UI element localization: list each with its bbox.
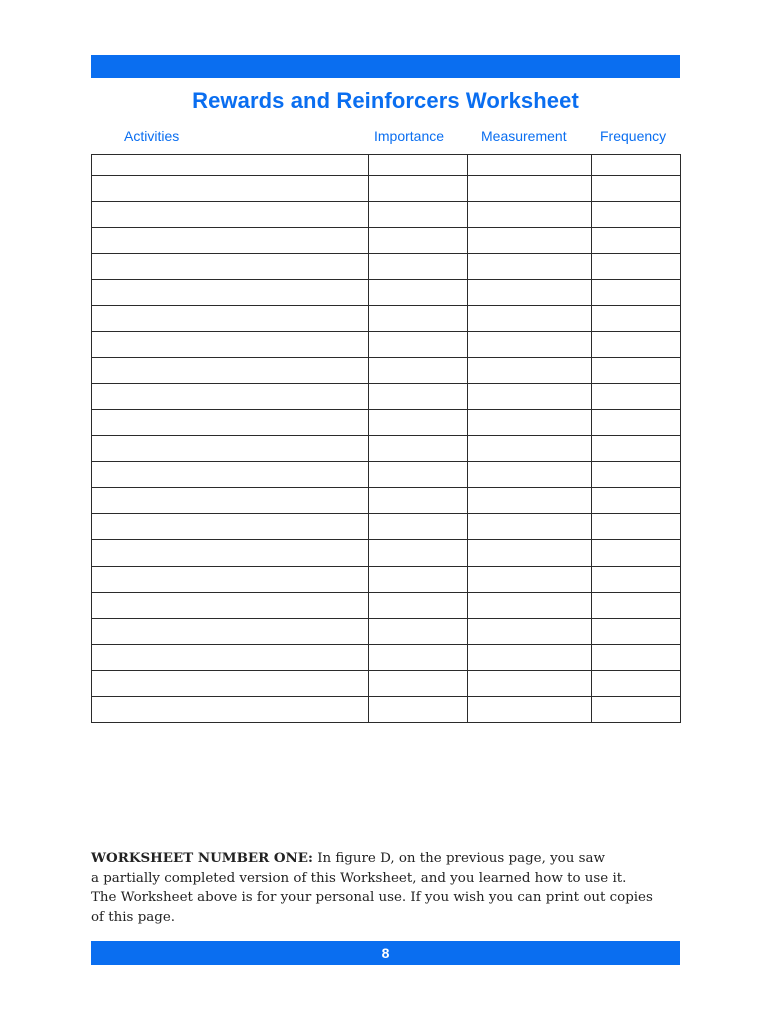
importance-cell[interactable]	[369, 202, 468, 228]
activity-cell[interactable]	[92, 228, 369, 254]
importance-cell[interactable]	[369, 644, 468, 670]
column-header-activities: Activities	[124, 128, 180, 144]
importance-cell[interactable]	[369, 462, 468, 488]
measurement-cell[interactable]	[468, 202, 592, 228]
footer-banner	[91, 941, 680, 965]
activity-cell[interactable]	[92, 514, 369, 540]
frequency-cell[interactable]	[592, 384, 681, 410]
table-row	[92, 488, 681, 514]
measurement-cell[interactable]	[468, 644, 592, 670]
note-lead: WORKSHEET NUMBER ONE:	[91, 850, 313, 866]
frequency-cell[interactable]	[592, 644, 681, 670]
importance-cell[interactable]	[369, 228, 468, 254]
activity-cell[interactable]	[92, 462, 369, 488]
table-row	[92, 202, 681, 228]
frequency-cell[interactable]	[592, 696, 681, 722]
frequency-cell[interactable]	[592, 462, 681, 488]
frequency-cell[interactable]	[592, 228, 681, 254]
measurement-cell[interactable]	[468, 358, 592, 384]
measurement-cell[interactable]	[468, 155, 592, 176]
table-row	[92, 670, 681, 696]
importance-cell[interactable]	[369, 155, 468, 176]
frequency-cell[interactable]	[592, 202, 681, 228]
activity-cell[interactable]	[92, 670, 369, 696]
table-row	[92, 566, 681, 592]
importance-cell[interactable]	[369, 592, 468, 618]
activity-cell[interactable]	[92, 436, 369, 462]
importance-cell[interactable]	[369, 384, 468, 410]
measurement-cell[interactable]	[468, 566, 592, 592]
table-row	[92, 462, 681, 488]
measurement-cell[interactable]	[468, 306, 592, 332]
measurement-cell[interactable]	[468, 618, 592, 644]
frequency-cell[interactable]	[592, 280, 681, 306]
table-row	[92, 436, 681, 462]
importance-cell[interactable]	[369, 254, 468, 280]
importance-cell[interactable]	[369, 436, 468, 462]
note-line-1: In figure D, on the previous page, you saw	[312, 851, 605, 866]
frequency-cell[interactable]	[592, 670, 681, 696]
column-header-frequency: Frequency	[600, 128, 667, 144]
measurement-cell[interactable]	[468, 410, 592, 436]
activity-cell[interactable]	[92, 306, 369, 332]
activity-cell[interactable]	[92, 176, 369, 202]
table-row	[92, 696, 681, 722]
measurement-cell[interactable]	[468, 670, 592, 696]
importance-cell[interactable]	[369, 410, 468, 436]
measurement-cell[interactable]	[468, 592, 592, 618]
importance-cell[interactable]	[369, 514, 468, 540]
table-row	[92, 384, 681, 410]
frequency-cell[interactable]	[592, 436, 681, 462]
measurement-cell[interactable]	[468, 514, 592, 540]
note-line-4: of this page.	[91, 909, 175, 925]
activity-cell[interactable]	[92, 358, 369, 384]
frequency-cell[interactable]	[592, 306, 681, 332]
worksheet-note	[91, 849, 691, 927]
activity-cell[interactable]	[92, 540, 369, 566]
frequency-cell[interactable]	[592, 592, 681, 618]
table-row	[92, 592, 681, 618]
table-row	[92, 332, 681, 358]
measurement-cell[interactable]	[468, 280, 592, 306]
frequency-cell[interactable]	[592, 488, 681, 514]
activity-cell[interactable]	[92, 566, 369, 592]
frequency-cell[interactable]	[592, 514, 681, 540]
measurement-cell[interactable]	[468, 332, 592, 358]
importance-cell[interactable]	[369, 332, 468, 358]
activity-cell[interactable]	[92, 696, 369, 722]
measurement-cell[interactable]	[468, 176, 592, 202]
activity-cell[interactable]	[92, 644, 369, 670]
activity-cell[interactable]	[92, 488, 369, 514]
importance-cell[interactable]	[369, 306, 468, 332]
table-row	[92, 514, 681, 540]
table-row	[92, 228, 681, 254]
table-row	[92, 254, 681, 280]
page-number: 8	[381, 945, 390, 961]
table-row	[92, 306, 681, 332]
activity-cell[interactable]	[92, 410, 369, 436]
table-row	[92, 176, 681, 202]
frequency-cell[interactable]	[592, 332, 681, 358]
table-row	[92, 155, 681, 176]
measurement-cell[interactable]	[468, 696, 592, 722]
frequency-cell[interactable]	[592, 618, 681, 644]
frequency-cell[interactable]	[592, 176, 681, 202]
activity-cell[interactable]	[92, 155, 369, 176]
importance-cell[interactable]	[369, 540, 468, 566]
activity-cell[interactable]	[92, 202, 369, 228]
frequency-cell[interactable]	[592, 540, 681, 566]
activity-cell[interactable]	[92, 384, 369, 410]
top-banner	[91, 55, 680, 78]
importance-cell[interactable]	[369, 280, 468, 306]
table-row	[92, 644, 681, 670]
frequency-cell[interactable]	[592, 155, 681, 176]
activity-cell[interactable]	[92, 280, 369, 306]
table-row	[92, 358, 681, 384]
table-row	[92, 410, 681, 436]
measurement-cell[interactable]	[468, 384, 592, 410]
importance-cell[interactable]	[369, 566, 468, 592]
importance-cell[interactable]	[369, 358, 468, 384]
activity-cell[interactable]	[92, 618, 369, 644]
importance-cell[interactable]	[369, 696, 468, 722]
measurement-cell[interactable]	[468, 540, 592, 566]
column-header-measurement: Measurement	[481, 128, 567, 144]
column-header-importance: Importance	[374, 128, 445, 144]
measurement-cell[interactable]	[468, 228, 592, 254]
importance-cell[interactable]	[369, 488, 468, 514]
importance-cell[interactable]	[369, 176, 468, 202]
importance-cell[interactable]	[369, 618, 468, 644]
activity-cell[interactable]	[92, 592, 369, 618]
frequency-cell[interactable]	[592, 254, 681, 280]
table-row	[92, 540, 681, 566]
frequency-cell[interactable]	[592, 410, 681, 436]
measurement-cell[interactable]	[468, 254, 592, 280]
frequency-cell[interactable]	[592, 566, 681, 592]
note-line-3: The Worksheet above is for your personal use. If you wish you can print out copies	[91, 890, 653, 905]
importance-cell[interactable]	[369, 670, 468, 696]
activity-cell[interactable]	[92, 332, 369, 358]
note-line-2: a partially completed version of this Worksheet, and you learned how to use it.	[91, 870, 627, 886]
measurement-cell[interactable]	[468, 462, 592, 488]
measurement-cell[interactable]	[468, 436, 592, 462]
table-row	[92, 280, 681, 306]
frequency-cell[interactable]	[592, 358, 681, 384]
table-row	[92, 618, 681, 644]
activity-cell[interactable]	[92, 254, 369, 280]
worksheet-table	[91, 154, 681, 723]
page-title: Rewards and Reinforcers Worksheet	[192, 88, 579, 113]
measurement-cell[interactable]	[468, 488, 592, 514]
